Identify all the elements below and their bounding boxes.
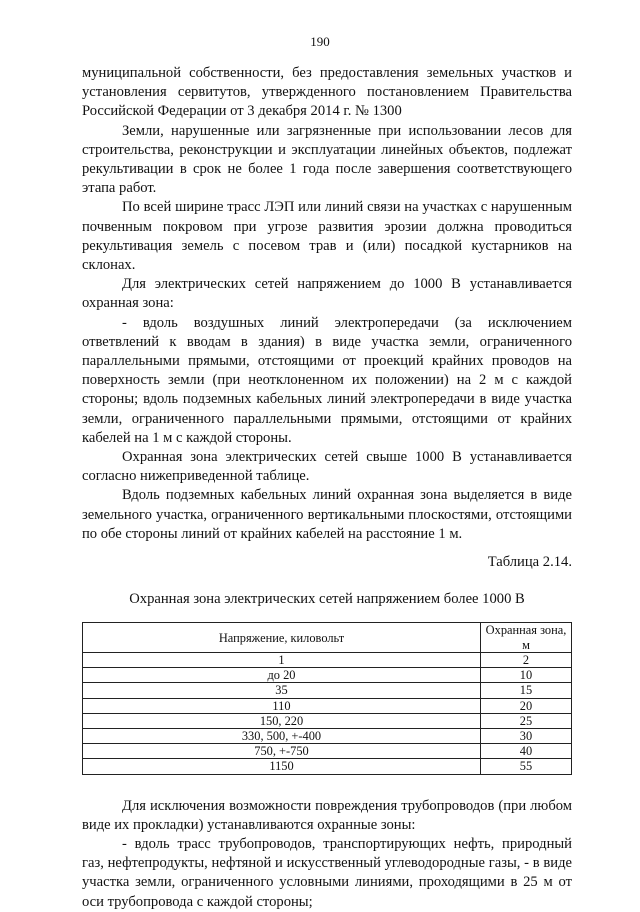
cell-zone: 15	[481, 683, 572, 698]
page-number: 190	[310, 34, 330, 49]
cell-zone: 2	[481, 652, 572, 667]
table-row	[83, 668, 572, 683]
table-row	[83, 698, 572, 713]
paragraph-underground: Вдоль подземных кабельных линий охранная зона выделяется в виде земельного участка, ограниченного вертикальными плоскостями, отстоящими по обе стороны линий от крайних кабелей на расстояние 1 м.	[82, 487, 572, 542]
cell-voltage: 330, 500, +-400	[83, 728, 481, 743]
table-row	[83, 713, 572, 728]
paragraph-pipelines-zone: - вдоль трасс трубопроводов, транспортирующих нефть, природный газ, нефтепродукты, нефтяной и искусственный углеводородные газы, - в виде участка земли, ограниченного условными линиями, проходящими в 25 м от оси трубопровода с каждой стороны;	[82, 835, 572, 910]
paragraph-reclamation: Земли, нарушенные или загрязненные при использовании лесов для строительства, реконструкции и эксплуатации линейных объектов, подлежат рекультивации в срок не более 1 года после завершения соответствующего этапа работ.	[82, 122, 572, 197]
cell-zone: 10	[481, 668, 572, 683]
paragraph-zone-intro: Для электрических сетей напряжением до 1000 В устанавливается охранная зона:	[82, 276, 572, 312]
paragraph-above-1000: Охранная зона электрических сетей свыше 1000 В устанавливается согласно нижеприведенной таблице.	[82, 449, 572, 485]
protection-zone-table	[82, 622, 572, 774]
cell-voltage: 1	[83, 652, 481, 667]
document-body	[82, 64, 572, 912]
paragraph-overhead-lines: - вдоль воздушных линий электропередачи (за исключением ответвлений к вводам в здания) в виде участка земли, ограниченного параллельными прямыми, отстоящими от проекций крайних проводов на поверхность земли (при неотклоненном их положении) на 2 м с каждой стороны; вдоль подземных кабельных линий электропередачи в виде участка земли, ограниченного параллельными прямыми, отстоящими от крайних кабелей на 1 м с каждой стороны.	[82, 314, 572, 446]
cell-zone: 20	[481, 698, 572, 713]
cell-zone: 40	[481, 744, 572, 759]
header-zone: Охранная зона, м	[481, 623, 572, 652]
table-header-row	[83, 623, 572, 652]
table-row	[83, 683, 572, 698]
cell-voltage: 35	[83, 683, 481, 698]
header-voltage: Напряжение, киловольт	[83, 623, 481, 652]
cell-zone: 55	[481, 759, 572, 774]
cell-voltage: 150, 220	[83, 713, 481, 728]
table-row	[83, 652, 572, 667]
cell-zone: 25	[481, 713, 572, 728]
paragraph-continuation: муниципальной собственности, без предоставления земельных участков и установления сервитутов, утвержденного постановлением Правительства Российской Федерации от 3 декабря 2014 г. № 1300	[82, 65, 572, 120]
cell-voltage: до 20	[83, 668, 481, 683]
paragraph-erosion: По всей ширине трасс ЛЭП или линий связи на участках с нарушенным почвенным покровом при угрозе развития эрозии должна проводиться рекультивация земель с посевом трав и (или) посадкой кустарников на склонах.	[82, 199, 572, 274]
cell-voltage: 750, +-750	[83, 744, 481, 759]
table-title: Охранная зона электрических сетей напряжением более 1000 В	[129, 591, 525, 608]
cell-voltage: 1150	[83, 759, 481, 774]
table-number: Таблица 2.14.	[487, 554, 572, 571]
paragraph-pipelines-intro: Для исключения возможности повреждения трубопроводов (при любом виде их прокладки) устанавливаются охранные зоны:	[82, 797, 572, 833]
table-row	[83, 759, 572, 774]
cell-zone: 30	[481, 728, 572, 743]
table-row	[83, 744, 572, 759]
cell-voltage: 110	[83, 698, 481, 713]
table-row	[83, 728, 572, 743]
